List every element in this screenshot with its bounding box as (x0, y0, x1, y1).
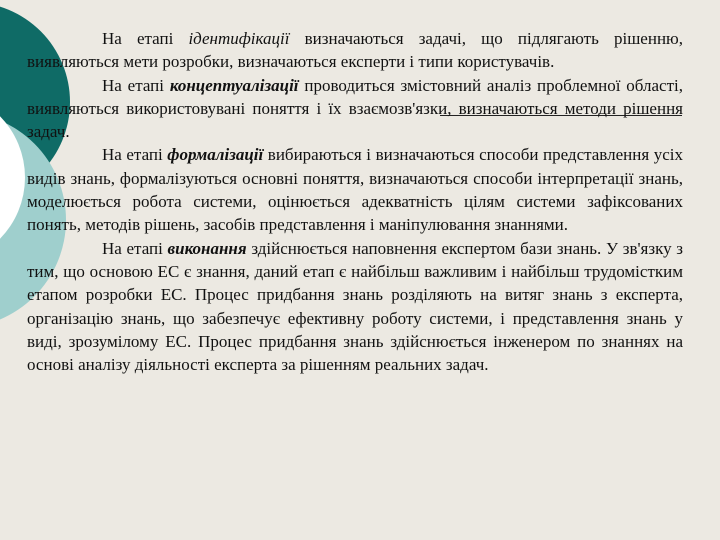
paragraph-body: визначаються задачі, що підлягають рішенню, виявляються мети розробки, визначаються експерти і типи користувачів. (27, 29, 683, 72)
paragraph-conceptualization (27, 74, 683, 144)
paragraph-lead: На етапі (102, 145, 168, 165)
stage-term-conceptualization: концептуалізації (169, 75, 299, 95)
paragraph-body: здійснюється наповнення експертом бази знань. У зв'язку з тим, що основою ЕС є знання, даний етап є найбільш важливим і найбільш трудомістким етапом розробки ЕС. Процес придбання знань розділяють на витяг знань з експерта, організацію знань, що забезпечує ефективну роботу системи, і представлення знань у виді, зрозумілому ЕС. Процес придбання знань здійснюється інженером по знаннях на основі аналізу діяльності експерта за рішенням реальних задач. (27, 238, 683, 375)
paragraph-formalization (27, 143, 683, 236)
paragraph-body: проводиться змістовний аналіз проблемної області, виявляються використовувані поняття і їх взаємозв'язки, визначаються методи рішення задач. (27, 75, 683, 142)
body-text (27, 27, 683, 376)
stage-term-identification: ідентифікації (188, 29, 290, 48)
paragraph-lead: На етапі (102, 238, 168, 258)
paragraph-lead: На етапі (102, 29, 189, 48)
paragraph-lead: На етапі (102, 75, 170, 95)
paragraph-execution (27, 237, 683, 377)
paragraph-body: вибираються і визначаються способи представлення усіх видів знань, формалізуються основні поняття, визначаються способи інтерпретації знань, моделюється робота системи, оцінюється адекватність цілям системи зафіксованих понять, методів рішень, засобів представлення і маніпулювання знаннями. (27, 145, 683, 235)
stage-term-formalization: формалізації (167, 145, 264, 165)
paragraph-identification (27, 27, 683, 74)
stage-term-execution: виконання (167, 238, 247, 258)
